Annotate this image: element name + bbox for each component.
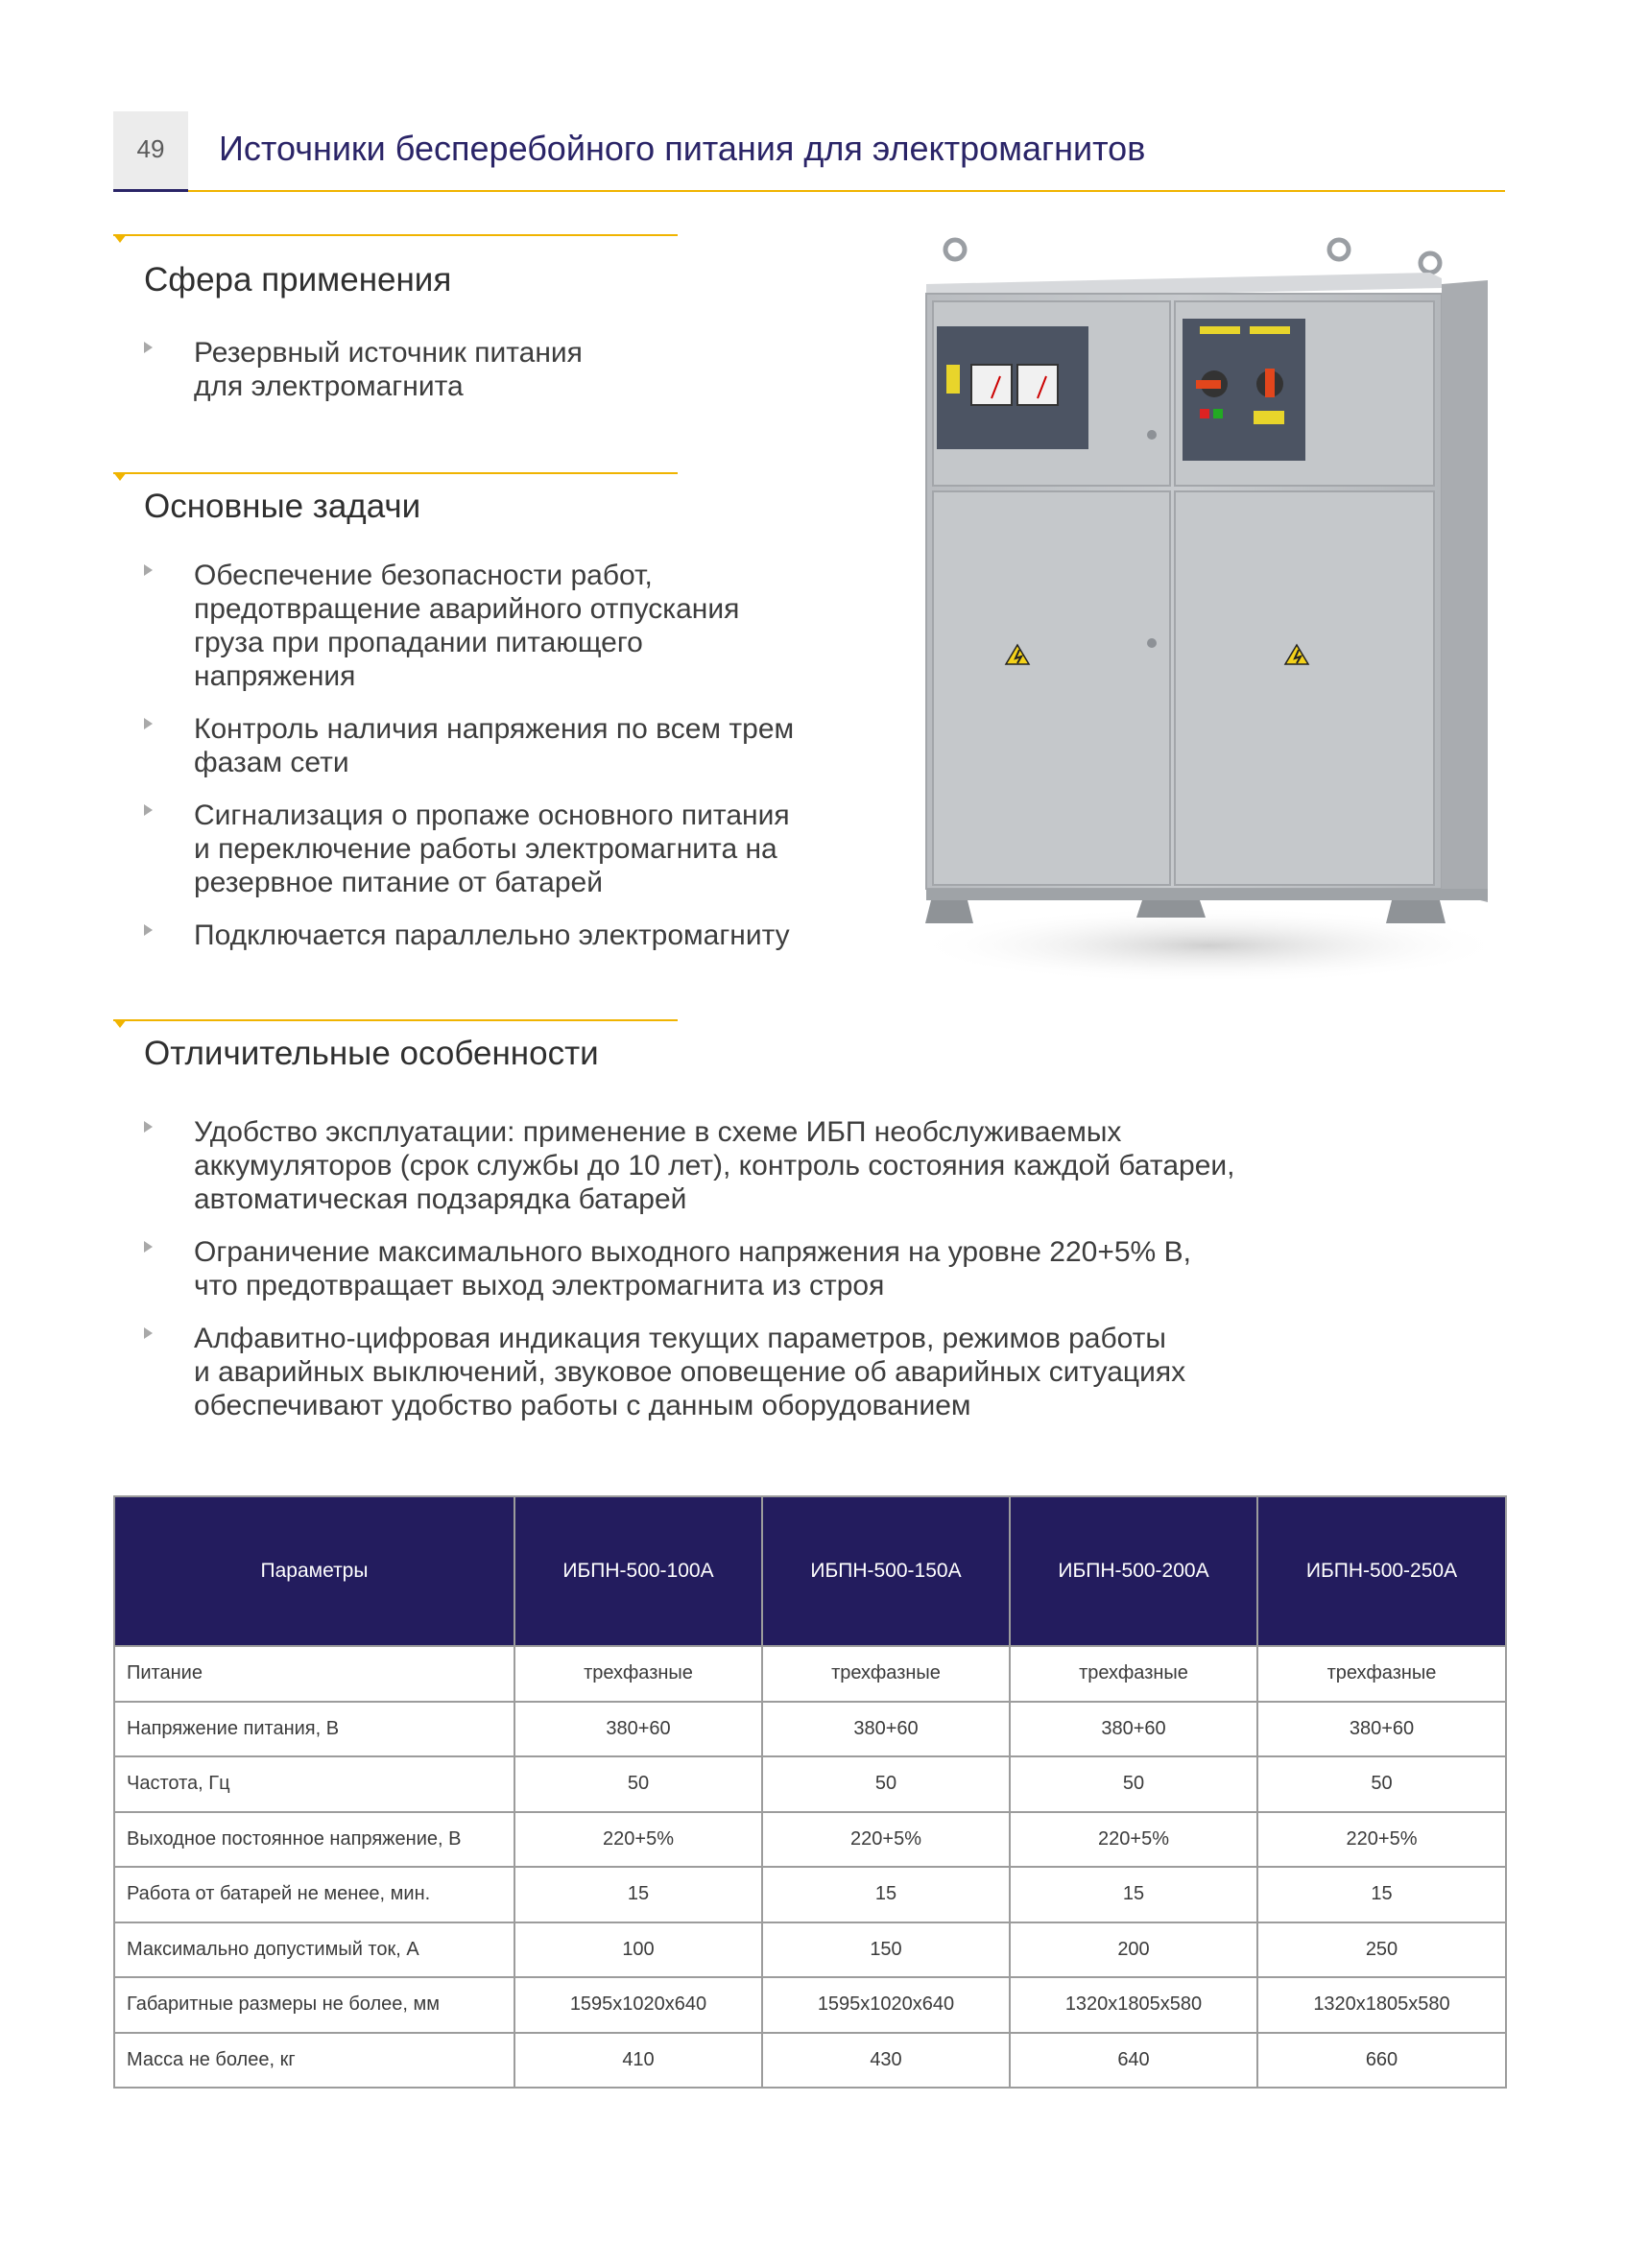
bullet-marker-icon xyxy=(144,1241,153,1253)
list-item: Алфавитно-цифровая индикация текущих параметров, режимов работы и аварийных выключений, звуковое оповещение об аварийных ситуациях обеспечивают удобство работы с данным оборудованием xyxy=(144,1322,1430,1422)
value-cell: 660 xyxy=(1257,2033,1506,2089)
value-cell: трехфазные xyxy=(514,1646,762,1702)
page-title: Источники бесперебойного питания для электромагнитов xyxy=(219,129,1146,168)
value-cell: 15 xyxy=(762,1867,1010,1922)
value-cell: 150 xyxy=(762,1922,1010,1978)
column-header-model: ИБПН-500-100А xyxy=(514,1496,762,1646)
specifications-table xyxy=(113,1495,1507,2089)
bullet-marker-icon xyxy=(144,718,153,729)
parameter-cell: Питание xyxy=(114,1646,514,1702)
parameter-cell: Работа от батарей не менее, мин. xyxy=(114,1867,514,1922)
column-header-model: ИБПН-500-150А xyxy=(762,1496,1010,1646)
table-row xyxy=(114,1922,1506,1978)
section-divider xyxy=(113,472,678,474)
value-cell: 380+60 xyxy=(762,1702,1010,1757)
features-list xyxy=(144,1115,1430,1442)
value-cell: 380+60 xyxy=(514,1702,762,1757)
value-cell: 640 xyxy=(1010,2033,1257,2089)
bullet-marker-icon xyxy=(144,1121,153,1133)
value-cell: 380+60 xyxy=(1010,1702,1257,1757)
table-row xyxy=(114,1977,1506,2033)
bullet-marker-icon xyxy=(144,1327,153,1339)
list-item: Подключается параллельно электромагниту xyxy=(144,919,873,952)
section-heading-application: Сфера применения xyxy=(144,261,452,298)
value-cell: 1320x1805x580 xyxy=(1257,1977,1506,2033)
parameter-cell: Габаритные размеры не более, мм xyxy=(114,1977,514,2033)
table-row xyxy=(114,1702,1506,1757)
section-divider xyxy=(113,1019,678,1021)
tasks-list xyxy=(144,559,873,971)
list-item: Обеспечение безопасности работ, предотвращение аварийного отпускания груза при пропадании питающего напряжения xyxy=(144,559,873,693)
list-item: Резервный источник питания для электромагнита xyxy=(144,336,739,403)
ups-cabinet-image xyxy=(912,230,1507,979)
parameter-cell: Частота, Гц xyxy=(114,1756,514,1812)
list-item: Удобство эксплуатации: применение в схеме ИБП необслуживаемых аккумуляторов (срок службы до 10 лет), контроль состояния каждой батареи, автоматическая подзарядка батарей xyxy=(144,1115,1430,1216)
table-row xyxy=(114,1756,1506,1812)
parameter-cell: Максимально допустимый ток, А xyxy=(114,1922,514,1978)
table-row xyxy=(114,1812,1506,1868)
value-cell: 1320x1805x580 xyxy=(1010,1977,1257,2033)
section-heading-tasks: Основные задачи xyxy=(144,488,421,525)
bullet-marker-icon xyxy=(144,342,153,353)
value-cell: 410 xyxy=(514,2033,762,2089)
table-header-row xyxy=(114,1496,1506,1646)
section-divider xyxy=(113,234,678,236)
application-list xyxy=(144,336,739,422)
bullet-marker-icon xyxy=(144,564,153,576)
list-item: Ограничение максимального выходного напряжения на уровне 220+5% В, что предотвращает выход электромагнита из строя xyxy=(144,1235,1430,1302)
header-divider xyxy=(188,190,1505,192)
bullet-marker-icon xyxy=(144,804,153,816)
page-number: 49 xyxy=(136,134,165,163)
value-cell: 220+5% xyxy=(514,1812,762,1868)
table-row xyxy=(114,1646,1506,1702)
list-item: Контроль наличия напряжения по всем трем фазам сети xyxy=(144,712,873,779)
value-cell: 380+60 xyxy=(1257,1702,1506,1757)
parameter-cell: Масса не более, кг xyxy=(114,2033,514,2089)
value-cell: 200 xyxy=(1010,1922,1257,1978)
bullet-marker-icon xyxy=(144,924,153,936)
column-header-model: ИБПН-500-250А xyxy=(1257,1496,1506,1646)
value-cell: 15 xyxy=(1010,1867,1257,1922)
value-cell: 15 xyxy=(1257,1867,1506,1922)
value-cell: трехфазные xyxy=(1010,1646,1257,1702)
column-header-model: ИБПН-500-200А xyxy=(1010,1496,1257,1646)
table-row xyxy=(114,1867,1506,1922)
page-number-box xyxy=(113,111,188,192)
value-cell: 1595x1020x640 xyxy=(762,1977,1010,2033)
value-cell: 220+5% xyxy=(762,1812,1010,1868)
value-cell: трехфазные xyxy=(1257,1646,1506,1702)
value-cell: трехфазные xyxy=(762,1646,1010,1702)
value-cell: 50 xyxy=(1257,1756,1506,1812)
value-cell: 220+5% xyxy=(1257,1812,1506,1868)
parameter-cell: Напряжение питания, В xyxy=(114,1702,514,1757)
value-cell: 100 xyxy=(514,1922,762,1978)
section-heading-features: Отличительные особенности xyxy=(144,1035,599,1072)
column-header-parameters: Параметры xyxy=(114,1496,514,1646)
value-cell: 1595x1020x640 xyxy=(514,1977,762,2033)
table-row xyxy=(114,2033,1506,2089)
value-cell: 15 xyxy=(514,1867,762,1922)
value-cell: 250 xyxy=(1257,1922,1506,1978)
value-cell: 220+5% xyxy=(1010,1812,1257,1868)
parameter-cell: Выходное постоянное напряжение, В xyxy=(114,1812,514,1868)
value-cell: 50 xyxy=(514,1756,762,1812)
value-cell: 430 xyxy=(762,2033,1010,2089)
value-cell: 50 xyxy=(1010,1756,1257,1812)
value-cell: 50 xyxy=(762,1756,1010,1812)
list-item: Сигнализация о пропаже основного питания и переключение работы электромагнита на резервное питание от батарей xyxy=(144,799,873,899)
